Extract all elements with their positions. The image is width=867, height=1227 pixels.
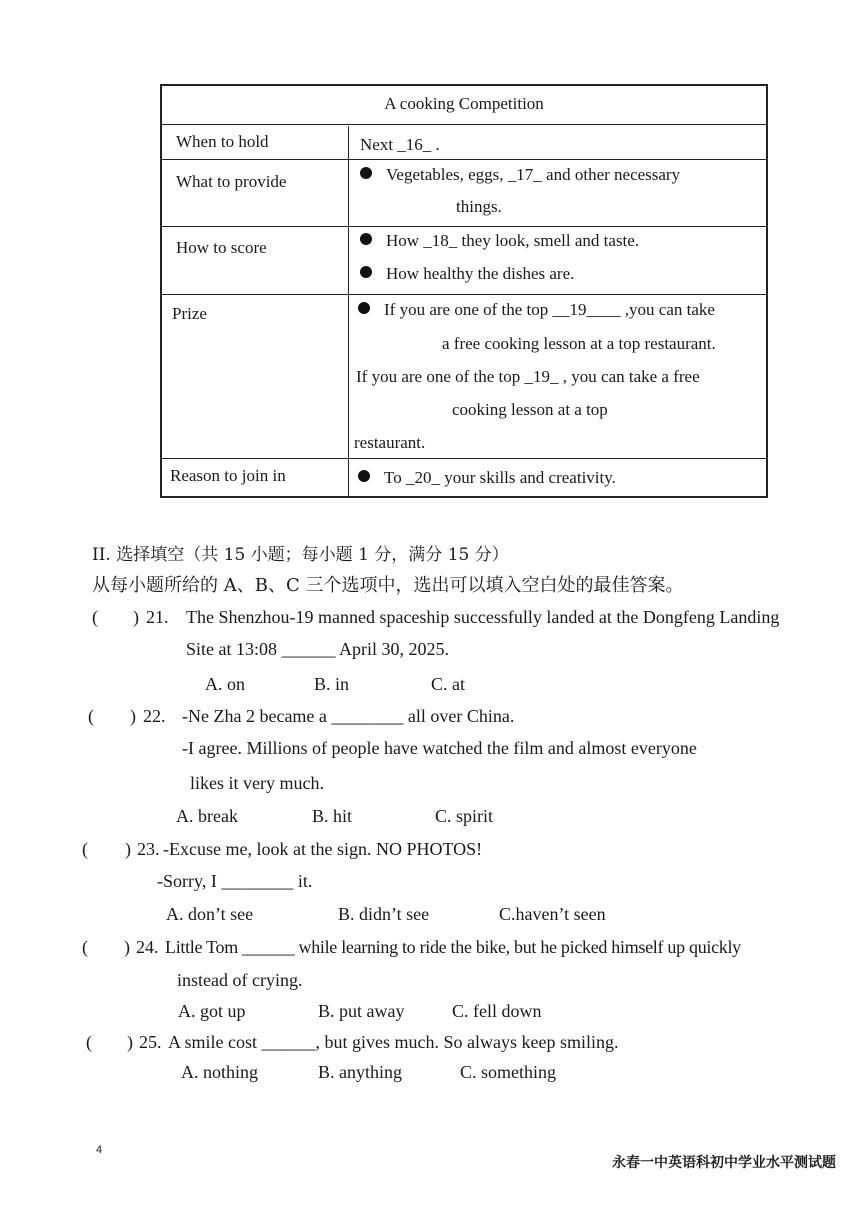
question-number: 24. — [136, 937, 159, 957]
bullet-icon — [358, 302, 370, 314]
answer-paren-open: ( — [88, 706, 94, 726]
option-b: B. didn’t see — [338, 904, 430, 924]
row-label-when: When to hold — [176, 132, 269, 151]
row-value-what: Vegetables, eggs, _17_ and other necessary — [360, 165, 680, 185]
answer-paren-open: ( — [86, 1032, 92, 1052]
answer-paren-close: ) — [125, 839, 131, 859]
option-c: C. spirit — [435, 806, 494, 826]
question-line: -Excuse me, look at the sign. NO PHOTOS! — [163, 839, 483, 859]
bullet-icon — [360, 266, 372, 278]
row-divider — [162, 124, 766, 125]
row-divider — [162, 294, 766, 295]
bullet-icon — [360, 233, 372, 245]
question-line: A smile cost ______, but gives much. So always keep smiling. — [168, 1032, 619, 1052]
footer-school-text: 永春一中英语科初中学业水平测试题 — [612, 1155, 836, 1171]
option-b: B. in — [314, 674, 350, 694]
question-number: 21. — [146, 607, 169, 627]
option-b: B. anything — [318, 1062, 402, 1082]
section-instruction: 从每小题所给的 A、B、C 三个选项中，选出可以填入空白处的最佳答案。 — [92, 575, 684, 596]
cooking-competition-table — [160, 84, 768, 498]
option-a: A. got up — [178, 1001, 246, 1021]
row-value-prize-3: If you are one of the top _19_ , you can take a free — [356, 367, 700, 386]
row-value-reason: To _20_ your skills and creativity. — [358, 468, 616, 488]
row-label-prize: Prize — [172, 304, 207, 323]
row-divider — [162, 226, 766, 227]
answer-paren-close: ) — [124, 937, 130, 957]
question-line: -I agree. Millions of people have watched the film and almost everyone — [182, 738, 697, 758]
answer-paren-close: ) — [133, 607, 139, 627]
row-value-prize-4: cooking lesson at a top — [452, 400, 608, 419]
row-value-when: Next _16_ . — [360, 135, 440, 154]
column-divider — [348, 126, 349, 496]
question-line: The Shenzhou-19 manned spaceship successfully landed at the Dongfeng Landing — [186, 607, 780, 627]
answer-paren-close: ) — [127, 1032, 133, 1052]
answer-paren-open: ( — [92, 607, 98, 627]
question-line: -Ne Zha 2 became a ________ all over China. — [182, 706, 515, 726]
option-c: C. something — [460, 1062, 557, 1082]
question-number: 22. — [143, 706, 166, 726]
answer-paren-open: ( — [82, 937, 88, 957]
option-c: C. fell down — [452, 1001, 542, 1021]
row-value-what-cont: things. — [456, 197, 502, 216]
row-value-score-2: How healthy the dishes are. — [360, 264, 574, 284]
question-line: Little Tom ______ while learning to ride the bike, but he picked himself up quickly — [165, 937, 741, 957]
row-label-what: What to provide — [176, 172, 287, 191]
option-a: A. don’t see — [166, 904, 254, 924]
question-number: 23. — [137, 839, 160, 859]
row-divider — [162, 159, 766, 160]
question-number: 25. — [139, 1032, 162, 1052]
row-label-reason: Reason to join in — [170, 466, 286, 485]
question-line: Site at 13:08 ______ April 30, 2025. — [186, 639, 449, 659]
option-a: A. break — [176, 806, 238, 826]
row-value-score-1: How _18_ they look, smell and taste. — [360, 231, 639, 251]
option-c: C.haven’t seen — [499, 904, 606, 924]
page-number: 4 — [96, 1144, 103, 1156]
section-title: II. 选择填空（共 15 小题；每小题 1 分，满分 15 分） — [92, 545, 509, 565]
bullet-icon — [358, 470, 370, 482]
answer-paren-open: ( — [82, 839, 88, 859]
row-divider — [162, 458, 766, 459]
option-b: B. hit — [312, 806, 353, 826]
option-a: A. on — [205, 674, 245, 694]
option-c: C. at — [431, 674, 465, 694]
row-label-score: How to score — [176, 238, 267, 257]
answer-paren-close: ) — [130, 706, 136, 726]
bullet-icon — [360, 167, 372, 179]
option-b: B. put away — [318, 1001, 405, 1021]
question-line: -Sorry, I ________ it. — [157, 871, 313, 891]
row-value-prize-1: If you are one of the top __19____ ,you can take — [358, 300, 715, 320]
question-line: likes it very much. — [190, 773, 324, 793]
option-a: A. nothing — [181, 1062, 259, 1082]
table-title: A cooking Competition — [384, 94, 544, 113]
question-line: instead of crying. — [177, 970, 303, 990]
row-value-prize-2: a free cooking lesson at a top restaurant. — [442, 334, 716, 353]
row-value-prize-5: restaurant. — [354, 433, 426, 452]
